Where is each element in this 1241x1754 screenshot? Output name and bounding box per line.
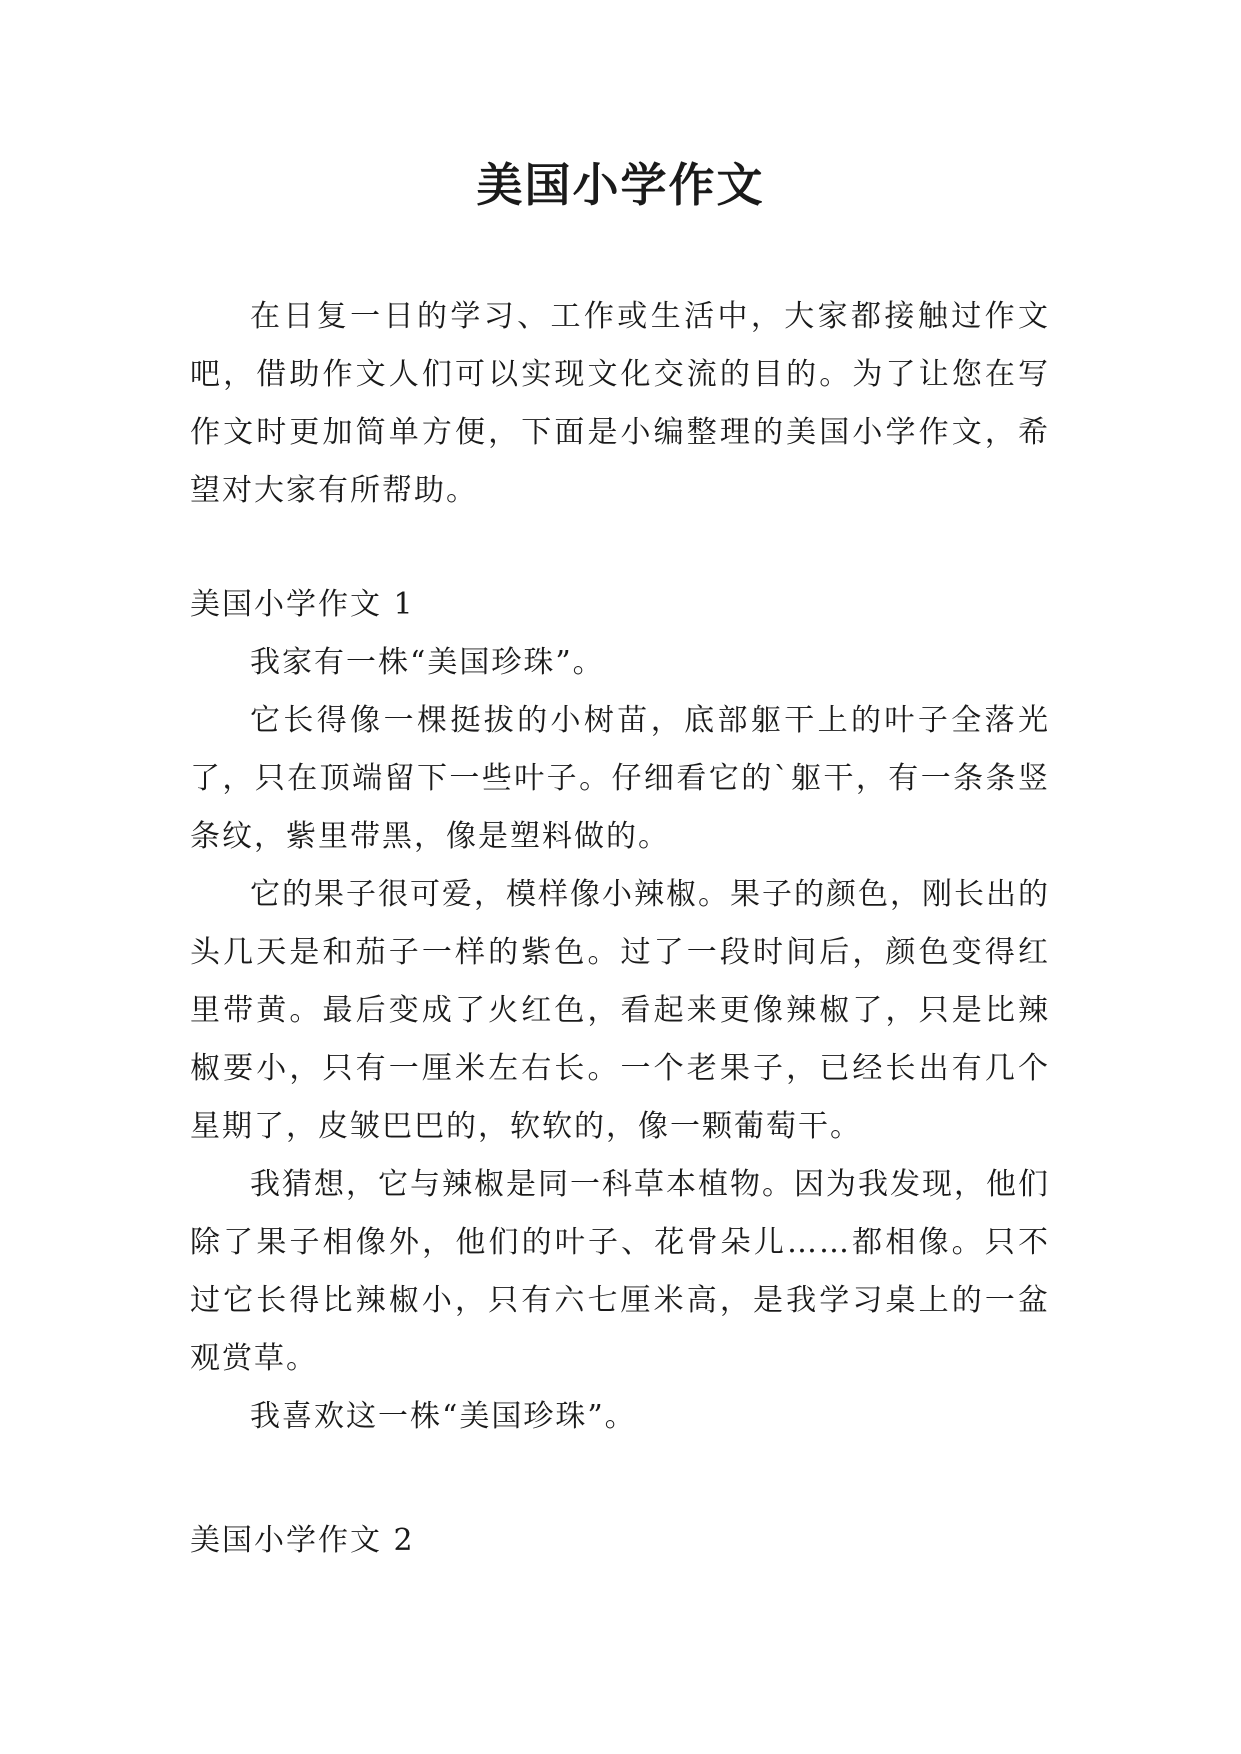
paragraph: 我喜欢这一株“美国珍珠”。 xyxy=(250,1399,637,1434)
section-1 xyxy=(190,576,1050,1446)
section-heading: 美国小学作文 2 xyxy=(190,1523,415,1558)
document-title: 美国小学作文 xyxy=(476,158,765,212)
intro-paragraph: 在日复一日的学习、工作或生活中，大家都接触过作文吧，借助作文人们可以实现文化交流的目的。为了让您在写作文时更加简单方便，下面是小编整理的美国小学作文，希望对大家有所帮助。 xyxy=(190,299,1050,508)
paragraph: 它的果子很可爱，模样像小辣椒。果子的颜色，刚长出的头几天是和茄子一样的紫色。过了一段时间后，颜色变得红里带黄。最后变成了火红色，看起来更像辣椒了，只是比辣椒要小，只有一厘米左右长。一个老果子，已经长出有几个星期了，皮皱巴巴的，软软的，像一颗葡萄干。 xyxy=(190,877,1050,1144)
intro-block xyxy=(190,288,1050,520)
paragraph: 它长得像一棵挺拔的小树苗，底部躯干上的叶子全落光了，只在顶端留下一些叶子。仔细看它的`躯干，有一条条竖条纹，紫里带黑，像是塑料做的。 xyxy=(190,703,1050,854)
paragraph: 我家有一株“美国珍珠”。 xyxy=(250,645,605,680)
section-2 xyxy=(190,1512,1050,1570)
section-heading: 美国小学作文 1 xyxy=(190,587,415,622)
paragraph: 我猜想，它与辣椒是同一科草本植物。因为我发现，他们除了果子相像外，他们的叶子、花骨朵儿……都相像。只不过它长得比辣椒小，只有六七厘米高，是我学习桌上的一盆观赏草。 xyxy=(190,1167,1050,1376)
